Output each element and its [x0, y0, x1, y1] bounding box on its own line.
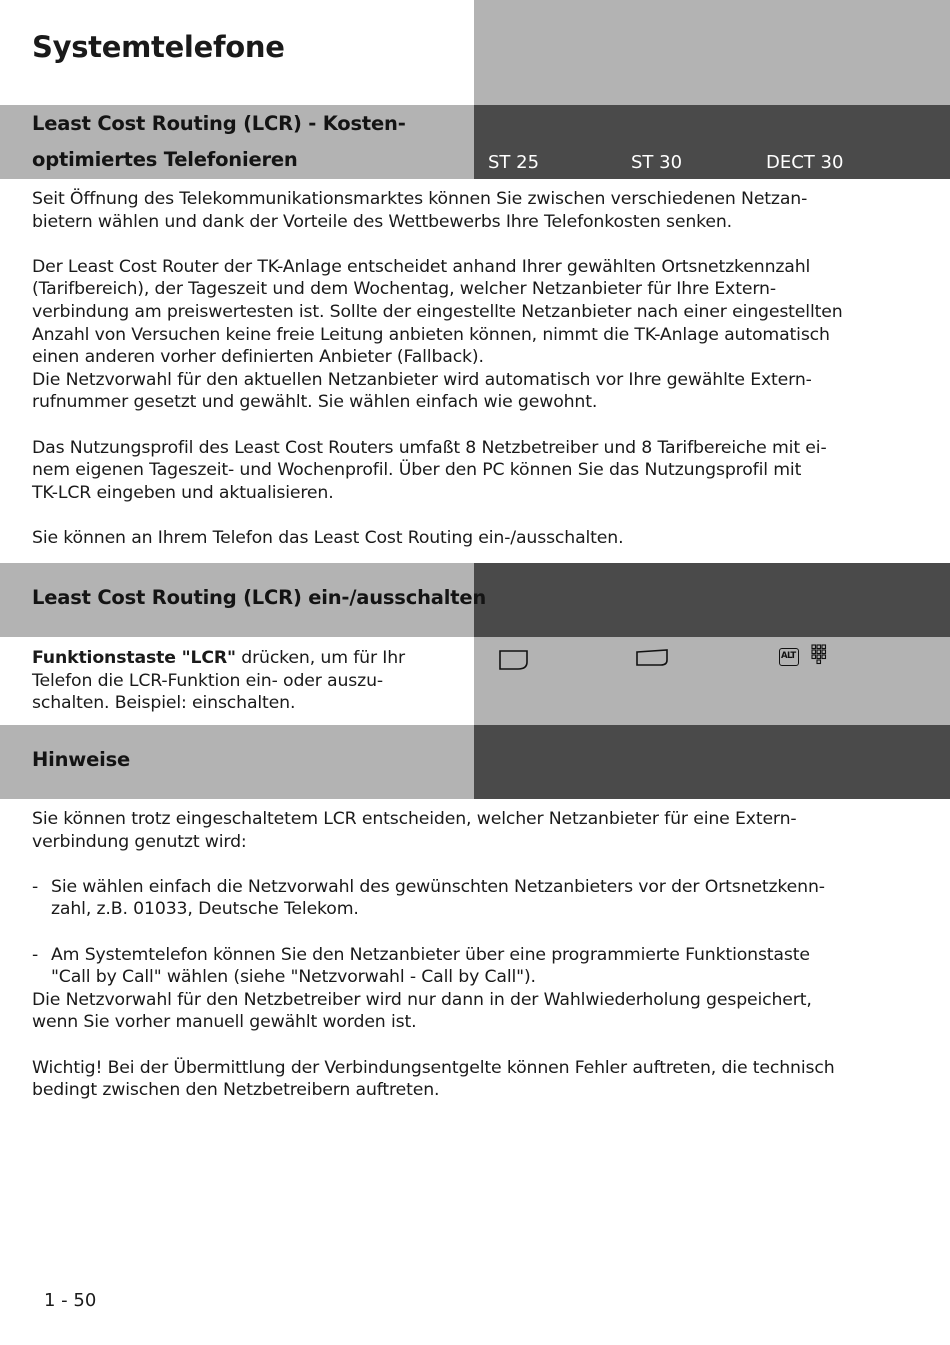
text-line: Sie können trotz eingeschaltetem LCR entscheiden, welcher Netzanbieter für eine Extern-	[32, 809, 797, 829]
text-line: Die Netzvorwahl für den Netzbetreiber wird nur dann in der Wahlwiederholung gespeichert,	[32, 989, 812, 1010]
text-line: TK-LCR eingeben und aktualisieren.	[32, 482, 334, 503]
text-line: Der Least Cost Router der TK-Anlage entscheidet anhand Ihrer gewählten Ortsnetzkennzahl	[32, 256, 811, 277]
text-line: Am Systemtelefon können Sie den Netzanbieter über eine programmierte Funktionstaste	[51, 944, 810, 965]
text-line: verbindung am preiswertesten ist. Sollte der eingestellte Netzanbieter nach einer eingestellten	[32, 301, 843, 322]
text-line: Anzahl von Versuchen keine freie Leitung anbieten können, nimmt die TK-Anlage automatisch	[32, 324, 830, 345]
text-line: bedingt zwischen den Netzbetreibern auftreten.	[32, 1080, 440, 1101]
function-key-icon	[635, 649, 669, 667]
list-dash: -	[32, 876, 39, 897]
intro-text	[32, 188, 932, 550]
alt-key-label: ALT	[781, 651, 796, 661]
page-title: Systemtelefone	[32, 30, 285, 64]
page-number: 1 - 50	[44, 1290, 97, 1311]
text-line: wenn Sie vorher manuell gewählt worden ist.	[32, 1012, 417, 1033]
text-line: einen anderen vorher definierten Anbieter (Fallback).	[32, 347, 484, 368]
section-heading-line1: Least Cost Routing (LCR) - Kosten-	[32, 112, 406, 135]
column-background-top	[474, 0, 950, 105]
text-line: rufnummer gesetzt und gewählt. Sie wählen einfach wie gewohnt.	[32, 392, 598, 413]
notes-text	[32, 808, 932, 1102]
keypad-icon	[811, 644, 827, 666]
function-key-name: Funktionstaste "LCR"	[32, 648, 236, 668]
list-item	[32, 944, 932, 989]
text-line: Wichtig! Bei der Übermittlung der Verbindungsentgelte können Fehler auftreten, die technisch	[32, 1057, 835, 1078]
list-item	[32, 876, 932, 921]
section-heading-line2: optimiertes Telefonieren	[32, 148, 298, 171]
text-line: zahl, z.B. 01033, Deutsche Telekom.	[51, 899, 359, 920]
instruction-icon-column	[474, 637, 950, 725]
text-line: Telefon die LCR-Funktion ein- oder auszu-	[32, 670, 383, 691]
alt-key-icon	[779, 648, 799, 666]
text-line: Sie können an Ihrem Telefon das Least Cost Routing ein-/ausschalten.	[32, 527, 624, 548]
list-dash: -	[32, 944, 39, 965]
function-key-icon	[498, 649, 529, 671]
section-heading: Hinweise	[32, 748, 131, 771]
text-line: Das Nutzungsprofil des Least Cost Routers umfaßt 8 Netzbetreiber und 8 Tarifbereiche mit ei-	[32, 437, 827, 458]
section-heading-band-right	[474, 725, 950, 799]
text-line: Seit Öffnung des Telekommunikationsmarktes können Sie zwischen verschiedenen Netzan-	[32, 189, 808, 209]
column-header-st30: ST 30	[631, 152, 683, 173]
column-header-band	[474, 105, 950, 179]
text-line: verbindung genutzt wird:	[32, 831, 247, 852]
instruction-text	[32, 647, 462, 715]
text-line: nem eigenen Tageszeit- und Wochenprofil. Über den PC können Sie das Nutzungsprofil mit	[32, 460, 802, 481]
text-line: Sie wählen einfach die Netzvorwahl des gewünschten Netzanbieters vor der Ortsnetzkenn-	[51, 876, 825, 897]
text-line: schalten. Beispiel: einschalten.	[32, 693, 296, 714]
section-heading-band-right	[474, 563, 950, 637]
section-heading: Least Cost Routing (LCR) ein-/ausschalten	[32, 586, 487, 609]
text-line: bietern wählen und dank der Vorteile des Wettbewerbs Ihre Telefonkosten senken.	[32, 211, 733, 232]
text-line: Die Netzvorwahl für den aktuellen Netzanbieter wird automatisch vor Ihre gewählte Extern-	[32, 369, 812, 390]
text-line: "Call by Call" wählen (siehe "Netzvorwahl - Call by Call").	[51, 967, 536, 988]
text-line: (Tarifbereich), der Tageszeit und dem Wochentag, welcher Netzanbieter für Ihre Extern-	[32, 279, 776, 300]
column-header-dect30: DECT 30	[766, 152, 844, 173]
text-line: drücken, um für Ihr	[235, 648, 405, 668]
column-header-st25: ST 25	[488, 152, 540, 173]
